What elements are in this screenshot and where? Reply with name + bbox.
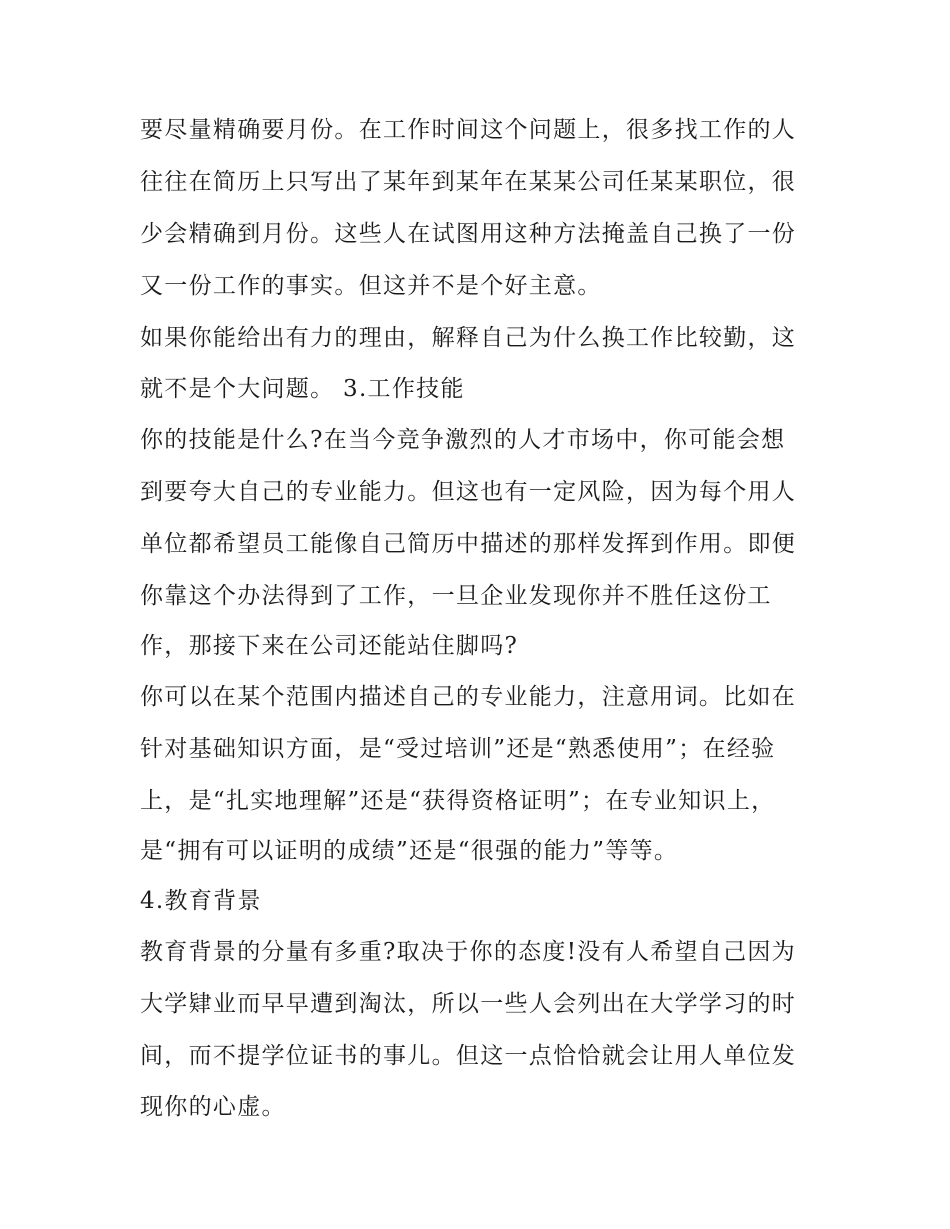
text-line: 针对基础知识方面，是“受过培训”还是“熟悉使用”；在经验 bbox=[140, 736, 776, 762]
text-line: 教育背景的分量有多重?取决于你的态度!没有人希望自己因为 bbox=[140, 939, 796, 965]
text-line: 作，那接下来在公司还能站住脚吗? bbox=[140, 633, 519, 659]
text-line: 现你的心虚。 bbox=[140, 1094, 286, 1120]
text-line: 你的技能是什么?在当今竞争激烈的人才市场中，你可能会想 bbox=[140, 427, 786, 453]
text-line: 要尽量精确要月份。在工作时间这个问题上，很多找工作的人 bbox=[140, 117, 797, 143]
text-line: 如果你能给出有力的理由，解释自己为什么换工作比较勤，这 bbox=[140, 325, 797, 351]
text-line: 少会精确到月份。这些人在试图用这种方法掩盖自己换了一份 bbox=[140, 221, 797, 247]
text-line: 到要夸大自己的专业能力。但这也有一定风险，因为每个用人 bbox=[140, 479, 797, 505]
text-line: 上，是“扎实地理解”还是“获得资格证明”；在专业知识上， bbox=[140, 788, 776, 814]
text-line: 你可以在某个范围内描述自己的专业能力，注意用词。比如在 bbox=[140, 684, 797, 710]
text-line: 就不是个大问题。 3.工作技能 bbox=[140, 376, 465, 402]
text-line: 又一份工作的事实。但这并不是个好主意。 bbox=[140, 273, 602, 299]
text-line: 是“拥有可以证明的成绩”还是“很强的能力”等等。 bbox=[140, 838, 679, 864]
text-line: 你靠这个办法得到了工作，一旦企业发现你并不胜任这份工 bbox=[140, 583, 772, 609]
text-line: 单位都希望员工能像自己简历中描述的那样发挥到作用。即便 bbox=[140, 531, 797, 557]
text-line: 往往在简历上只写出了某年到某年在某某公司任某某职位，很 bbox=[140, 169, 797, 195]
text-line: 间，而不提学位证书的事儿。但这一点恰恰就会让用人单位发 bbox=[140, 1043, 797, 1069]
text-line: 大学肄业而早早遭到淘汰，所以一些人会列出在大学学习的时 bbox=[140, 991, 797, 1017]
section-heading: 4.教育背景 bbox=[140, 888, 262, 914]
